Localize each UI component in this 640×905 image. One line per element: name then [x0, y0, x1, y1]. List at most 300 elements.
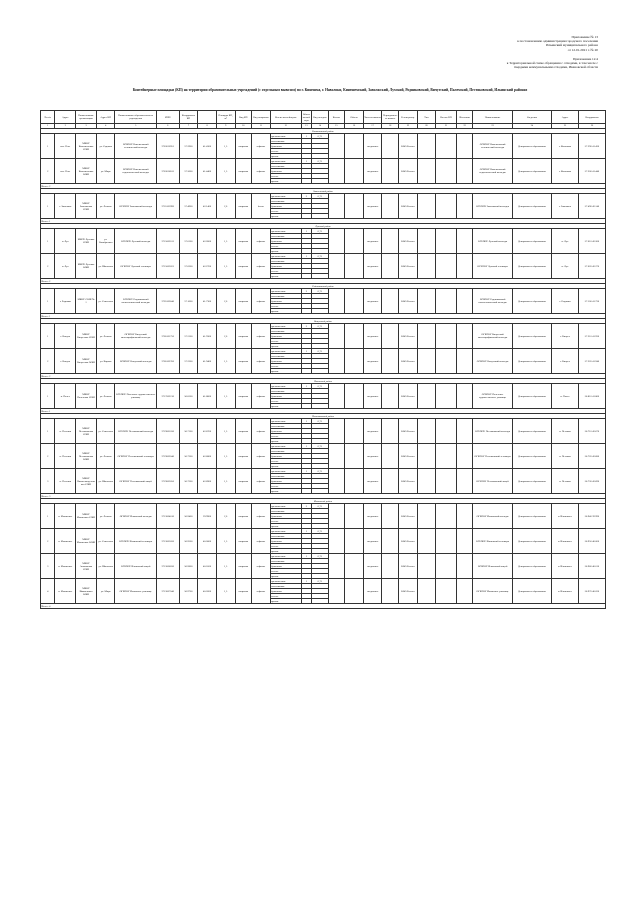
appendix-line: к Территориальной схеме обращения с отходами, в том числе с: [506, 61, 598, 66]
organization-cell: МКОУ Лухская ООШ: [76, 254, 97, 279]
total-label: Итого: 2: [41, 184, 606, 189]
column-number: 16: [345, 124, 364, 129]
waste-kind-cell: прочие: [270, 574, 301, 579]
blank-cell: [436, 289, 457, 314]
inn-cell: 3715002011: [156, 229, 179, 254]
waste-kind-cell: органические: [270, 384, 301, 389]
source-coord-cell: 56.730 42.690: [578, 469, 605, 494]
total-label: Итого: 2: [41, 374, 606, 379]
cover-cell: асфальт: [252, 504, 271, 529]
school-cell: ОГБПОУ Вичугский колледж: [115, 349, 156, 374]
source-name-cell: ОГБПОУ Заволжский колледж: [473, 194, 512, 219]
latitude-cell: 57.2200: [179, 349, 198, 374]
frequency-cell: ежедневно: [363, 384, 382, 409]
inn-cell: 3713005020: [156, 529, 179, 554]
latitude-cell: 56.7300: [179, 469, 198, 494]
row-number: 1: [41, 419, 55, 444]
blank-cell: [382, 469, 399, 494]
section-name: Вичугский район: [41, 319, 606, 324]
source-address-cell: г. Вичуга: [552, 349, 579, 374]
area-cell: 2,0: [216, 324, 235, 349]
longitude-cell: 41.7300: [198, 289, 217, 314]
blank-cell: [382, 419, 399, 444]
waste-kind-cell: прочие: [270, 524, 301, 529]
waste-kind-cell: прочие: [270, 154, 301, 159]
longitude-cell: 42.2700: [198, 254, 217, 279]
waste-kind-cell: бумажные: [270, 564, 301, 569]
column-number: 18: [382, 124, 399, 129]
waste-kind-cell: стекло: [270, 209, 301, 214]
source-name-cell: ОГБПОУ Палехское художественное училище: [473, 384, 512, 409]
source-address-cell: г. Заволжск: [552, 194, 579, 219]
longitude-cell: 41.8600: [198, 384, 217, 409]
blank-cell: [456, 134, 473, 159]
frequency-cell: ежедневно: [363, 159, 382, 184]
frequency-cell: ежедневно: [363, 324, 382, 349]
source-info-cell: Департамент образования: [512, 229, 551, 254]
column-header: Координаты КП: [179, 111, 198, 124]
latitude-cell: 57.3000: [179, 159, 198, 184]
cover-cell: асфальт: [252, 469, 271, 494]
column-number: 19: [398, 124, 417, 129]
volume-cell: 0,75: [312, 419, 329, 424]
address-cell: пос. Нов.: [55, 159, 76, 184]
section-name: Ильинский район: [41, 499, 606, 504]
operator-cell: ООО Регион: [398, 194, 417, 219]
kp-type-cell: открытая: [235, 289, 252, 314]
address-cell: п. Лух: [55, 229, 76, 254]
address-cell: п. Ильинское: [55, 554, 76, 579]
blank-cell: [328, 384, 345, 409]
source-address-cell: п. Лух: [552, 254, 579, 279]
source-address-cell: п. Пестяки: [552, 469, 579, 494]
source-address-cell: п. Ильинское: [552, 529, 579, 554]
inn-cell: 3713007040: [156, 579, 179, 604]
blank-cell: [417, 349, 436, 374]
column-header: Периодичность вывоза: [382, 111, 399, 124]
waste-kind-cell: прочие: [270, 179, 301, 184]
waste-kind-cell: прочие: [270, 489, 301, 494]
row-number: 1: [41, 229, 55, 254]
waste-kind-cell: стекло: [270, 244, 301, 249]
waste-kind-cell: прочие: [270, 309, 301, 314]
blank-cell: [345, 504, 364, 529]
column-header: № п/п: [41, 111, 55, 124]
kp-address-cell: ул. Октябрьская: [96, 229, 115, 254]
school-cell: ОГБПОУ Родниковский политехнический колледж: [115, 289, 156, 314]
blank-cell: [382, 289, 399, 314]
operator-cell: ООО Регион: [398, 419, 417, 444]
frequency-cell: ежедневно: [363, 504, 382, 529]
column-header: Источник: [456, 111, 473, 124]
blank-cell: [417, 444, 436, 469]
blank-cell: [382, 504, 399, 529]
waste-kind-cell: бумажные: [270, 539, 301, 544]
longitude-cell: 42.6700: [198, 419, 217, 444]
blank-cell: [456, 579, 473, 604]
blank-cell: [436, 384, 457, 409]
latitude-cell: 57.2100: [179, 324, 198, 349]
area-cell: 2,0: [216, 194, 235, 219]
area-cell: 2,0: [216, 504, 235, 529]
column-number: 26: [578, 124, 605, 129]
longitude-cell: 42.1400: [198, 194, 217, 219]
column-header: Объем контейнера: [302, 112, 310, 122]
blank-cell: [345, 469, 364, 494]
blank-cell: [328, 194, 345, 219]
waste-kind-cell: органические: [270, 529, 301, 534]
frequency-cell: ежедневно: [363, 579, 382, 604]
column-number: 24: [512, 124, 551, 129]
blank-cell: [345, 134, 364, 159]
source-address-cell: п. Палех: [552, 384, 579, 409]
source-coord-cell: 57.100 41.730: [578, 289, 605, 314]
blank-cell: [345, 384, 364, 409]
blank-cell: [328, 229, 345, 254]
waste-kind-cell: органические: [270, 554, 301, 559]
blank-cell: [456, 159, 473, 184]
column-number: 20: [417, 124, 436, 129]
appendix-header-b: [507, 57, 598, 70]
waste-kind-cell: прочие: [270, 599, 301, 604]
operator-cell: ООО Регион: [398, 529, 417, 554]
organization-cell: МКОУ Лухская СОШ: [76, 229, 97, 254]
kp-address-cell: ул. Советская: [96, 289, 115, 314]
source-name-cell: ОГБПОУ Пестяковский техникум: [473, 444, 512, 469]
source-coord-cell: 57.210 41.930: [578, 324, 605, 349]
longitude-cell: 41.9300: [198, 324, 217, 349]
kp-type-cell: открытая: [235, 254, 252, 279]
organization-cell: МКОУ Палехская СОШ: [76, 384, 97, 409]
blank-cell: [436, 134, 457, 159]
volume-cell: 0,75: [312, 504, 329, 509]
blank-cell: [417, 579, 436, 604]
source-address-cell: г. Родники: [552, 289, 579, 314]
column-header: Сведения: [512, 111, 551, 124]
waste-kind-cell: органические: [270, 194, 301, 199]
inn-cell: 3701002760: [156, 349, 179, 374]
waste-kind-cell: бумажные: [270, 204, 301, 209]
area-cell: 1,5: [216, 159, 235, 184]
school-cell: ОГБПОУ Пестяковский лицей: [115, 469, 156, 494]
blank-cell: [345, 159, 364, 184]
school-cell: ОГБПОУ Палехское художественное училище: [115, 384, 156, 409]
frequency-cell: ежедневно: [363, 254, 382, 279]
source-address-cell: г. Вичуга: [552, 324, 579, 349]
blank-cell: [382, 529, 399, 554]
cover-cell: асфальт: [252, 349, 271, 374]
column-header: Наименование образовательного учреждения: [115, 111, 156, 124]
blank-cell: [382, 134, 399, 159]
source-name-cell: ОГБПОУ Родниковский политехнический колледж: [473, 289, 512, 314]
blank-cell: [328, 134, 345, 159]
volume-cell: 0,75: [312, 289, 329, 294]
source-coord-cell: 56.720 42.680: [578, 444, 605, 469]
operator-cell: ООО Регион: [398, 579, 417, 604]
volume-cell: 0,75: [312, 194, 329, 199]
source-name-cell: ОГБПОУ Вичугский колледж: [473, 349, 512, 374]
kp-address-cell: ул. Советская: [96, 529, 115, 554]
row-number: 3: [41, 469, 55, 494]
longitude-cell: 42.6800: [198, 444, 217, 469]
kp-type-cell: открытая: [235, 384, 252, 409]
column-header: Кол-во: [328, 111, 345, 124]
waste-kind-cell: бумажные: [270, 144, 301, 149]
source-name-cell: ОГБПОУ Ильинский техникум: [473, 529, 512, 554]
kp-address-cell: ул. Советская: [96, 419, 115, 444]
source-name-cell: ОГБПОУ Кинешемский технический колледж: [473, 134, 512, 159]
blank-cell: [436, 469, 457, 494]
kp-address-cell: ул. Ленина: [96, 444, 115, 469]
kp-type-cell: открытая: [235, 579, 252, 604]
waste-kind-cell: пластиковые: [270, 199, 301, 204]
latitude-cell: 56.7100: [179, 419, 198, 444]
blank-cell: [417, 134, 436, 159]
count-cell: 1: [301, 349, 311, 354]
school-cell: ОГБПОУ Вичугский многопрофильный колледж: [115, 324, 156, 349]
waste-kind-cell: прочие: [270, 464, 301, 469]
blank-cell: [417, 254, 436, 279]
waste-kind-cell: органические: [270, 444, 301, 449]
area-cell: 2,0: [216, 289, 235, 314]
blank-cell: [436, 579, 457, 604]
count-cell: 1: [301, 254, 311, 259]
waste-kind-cell: стекло: [270, 174, 301, 179]
waste-kind-cell: бумажные: [270, 239, 301, 244]
column-number: 11: [252, 124, 271, 129]
waste-kind-cell: бумажные: [270, 514, 301, 519]
cover-cell: асфальт: [252, 419, 271, 444]
waste-kind-cell: пластиковые: [270, 354, 301, 359]
blank-cell: [436, 529, 457, 554]
total-label: Итого: 4: [41, 604, 606, 609]
source-coord-cell: 57.300 41.440: [578, 159, 605, 184]
source-address-cell: п. Ильинское: [552, 554, 579, 579]
row-number: 3: [41, 554, 55, 579]
volume-cell: 0,75: [312, 134, 329, 139]
address-cell: п. Ильинское: [55, 504, 76, 529]
blank-cell: [345, 324, 364, 349]
waste-kind-cell: стекло: [270, 569, 301, 574]
blank-cell: [417, 229, 436, 254]
address-cell: п. Пестяки: [55, 419, 76, 444]
waste-kind-cell: пластиковые: [270, 389, 301, 394]
source-info-cell: Департамент образования: [512, 419, 551, 444]
blank-cell: [436, 419, 457, 444]
column-header: Регоператор: [398, 111, 417, 124]
waste-kind-cell: органические: [270, 349, 301, 354]
column-number: 8: [198, 124, 217, 129]
area-cell: 1,5: [216, 349, 235, 374]
area-cell: 1,5: [216, 384, 235, 409]
volume-cell: 0,75: [312, 159, 329, 164]
blank-cell: [417, 194, 436, 219]
blank-cell: [456, 529, 473, 554]
blank-cell: [436, 254, 457, 279]
blank-cell: [436, 159, 457, 184]
column-number: 12: [270, 124, 301, 129]
column-number: 9: [216, 124, 235, 129]
area-cell: 1,5: [216, 254, 235, 279]
waste-kind-cell: органические: [270, 134, 301, 139]
blank-cell: [456, 349, 473, 374]
cover-cell: асфальт: [252, 554, 271, 579]
source-info-cell: Департамент образования: [512, 529, 551, 554]
waste-kind-cell: органические: [270, 324, 301, 329]
blank-cell: [382, 444, 399, 469]
column-number: 5: [115, 124, 156, 129]
source-coord-cell: 57.010 42.260: [578, 229, 605, 254]
operator-cell: ООО Регион: [398, 384, 417, 409]
source-info-cell: Департамент образования: [512, 254, 551, 279]
total-row: [41, 604, 606, 609]
source-info-cell: Департамент образования: [512, 579, 551, 604]
waste-kind-cell: пластиковые: [270, 294, 301, 299]
operator-cell: ООО Регион: [398, 289, 417, 314]
address-cell: п. Лух: [55, 254, 76, 279]
appendix-line: твердыми коммунальными отходами, Ивановской области: [513, 65, 598, 70]
longitude-cell: 42.2600: [198, 229, 217, 254]
address-cell: г. Вичуга: [55, 324, 76, 349]
kp-type-cell: открытая: [235, 324, 252, 349]
school-cell: ОГБПОУ Ильинский колледж: [115, 504, 156, 529]
longitude-cell: 42.6900: [198, 469, 217, 494]
organization-cell: МКОУ Ивашевская ООШ: [76, 579, 97, 604]
kp-address-cell: ул. Школьная: [96, 254, 115, 279]
latitude-cell: 57.0100: [179, 229, 198, 254]
source-info-cell: Департамент образования: [512, 469, 551, 494]
waste-kind-cell: стекло: [270, 149, 301, 154]
section-name: Кинешемский район: [41, 129, 606, 134]
frequency-cell: ежедневно: [363, 349, 382, 374]
longitude-cell: 41.4300: [198, 134, 217, 159]
blank-cell: [328, 554, 345, 579]
volume-cell: 0,75: [312, 469, 329, 474]
kp-type-cell: открытая: [235, 444, 252, 469]
blank-cell: [345, 229, 364, 254]
waste-kind-cell: органические: [270, 579, 301, 584]
longitude-cell: 40.0000: [198, 529, 217, 554]
inn-cell: 3713006030: [156, 554, 179, 579]
blank-cell: [328, 529, 345, 554]
column-number: 13: [301, 124, 311, 129]
count-cell: 1: [301, 384, 311, 389]
inn-cell: 3719003050: [156, 469, 179, 494]
kp-address-cell: ул. Мира: [96, 159, 115, 184]
source-address-cell: г. Кинешма: [552, 134, 579, 159]
column-header: Адрес: [55, 111, 76, 124]
document-title: Контейнерные площадки (КП) на территории образовательных учреждений (с отдельным вывозом) по г. Кинешма, г. Наволоки, Кинешемский, Заволжский, Лухский, Родниковский, Вичугский, Палехский, Пестяковский, Ильинский районах: [132, 88, 528, 92]
source-info-cell: Департамент образования: [512, 289, 551, 314]
waste-kind-cell: прочие: [270, 249, 301, 254]
waste-kind-cell: бумажные: [270, 169, 301, 174]
blank-cell: [328, 324, 345, 349]
source-coord-cell: 56.810 41.860: [578, 384, 605, 409]
column-header: ИНН: [156, 111, 179, 124]
frequency-cell: ежедневно: [363, 194, 382, 219]
kp-address-cell: ул. Кирова: [96, 349, 115, 374]
source-name-cell: ОГБПОУ Ильинское училище: [473, 579, 512, 604]
column-header: Объем: [345, 111, 364, 124]
column-number: 10: [235, 124, 252, 129]
waste-kind-cell: бумажные: [270, 299, 301, 304]
waste-kind-cell: органические: [270, 469, 301, 474]
source-address-cell: п. Пестяки: [552, 419, 579, 444]
blank-cell: [456, 384, 473, 409]
waste-kind-cell: бумажные: [270, 454, 301, 459]
source-coord-cell: 57.020 42.270: [578, 254, 605, 279]
frequency-cell: ежедневно: [363, 134, 382, 159]
waste-kind-cell: пластиковые: [270, 234, 301, 239]
kp-address-cell: ул. Ленина: [96, 324, 115, 349]
area-cell: 1,5: [216, 134, 235, 159]
blank-cell: [456, 554, 473, 579]
column-number: 1: [41, 124, 55, 129]
school-cell: ОГБПОУ Пестяковский колледж: [115, 419, 156, 444]
waste-kind-cell: пластиковые: [270, 534, 301, 539]
total-label: Итого: 1: [41, 409, 606, 414]
blank-cell: [345, 554, 364, 579]
column-number: 21: [436, 124, 457, 129]
waste-kind-cell: пластиковые: [270, 139, 301, 144]
latitude-cell: 57.1000: [179, 289, 198, 314]
waste-kind-cell: пластиковые: [270, 259, 301, 264]
blank-cell: [345, 194, 364, 219]
column-header: Кол-во контейнеров: [270, 111, 301, 124]
kp-address-cell: ул. Ленина: [96, 504, 115, 529]
volume-cell: 0,75: [312, 554, 329, 559]
frequency-cell: ежедневно: [363, 229, 382, 254]
operator-cell: ООО Регион: [398, 469, 417, 494]
blank-cell: [456, 444, 473, 469]
volume-cell: 0,75: [312, 529, 329, 534]
source-coord-cell: 56.960 40.010: [578, 554, 605, 579]
waste-kind-cell: органические: [270, 229, 301, 234]
school-cell: ОГБПОУ Лухский техникум: [115, 254, 156, 279]
blank-cell: [456, 229, 473, 254]
waste-kind-cell: пластиковые: [270, 584, 301, 589]
row-number: 1: [41, 504, 55, 529]
latitude-cell: 57.2900: [179, 134, 198, 159]
address-cell: пос. Нов.: [55, 134, 76, 159]
total-label: Итого: 3: [41, 494, 606, 499]
cover-cell: асфальт: [252, 384, 271, 409]
section-name: Палехский район: [41, 379, 606, 384]
waste-kind-cell: прочие: [270, 369, 301, 374]
waste-kind-cell: пластиковые: [270, 449, 301, 454]
registry-table: [40, 110, 606, 609]
column-number: 4: [96, 124, 115, 129]
source-address-cell: п. Лух: [552, 229, 579, 254]
row-number: 2: [41, 444, 55, 469]
kp-address-cell: ул. Ленина: [96, 194, 115, 219]
blank-cell: [417, 504, 436, 529]
column-header: Частота вывоза: [363, 111, 382, 124]
source-info-cell: Департамент образования: [512, 504, 551, 529]
blank-cell: [417, 289, 436, 314]
kp-type-cell: открытая: [235, 349, 252, 374]
source-coord-cell: 57.490 42.140: [578, 194, 605, 219]
area-cell: 1,5: [216, 469, 235, 494]
cover-cell: асфальт: [252, 324, 271, 349]
frequency-cell: ежедневно: [363, 469, 382, 494]
address-cell: п. Ильинское: [55, 579, 76, 604]
count-cell: 1: [301, 469, 311, 474]
address-cell: п. Пестяки: [55, 469, 76, 494]
blank-cell: [456, 194, 473, 219]
source-name-cell: ОГБПОУ Ильинский лицей: [473, 554, 512, 579]
school-cell: ОГБПОУ Пестяковский техникум: [115, 444, 156, 469]
